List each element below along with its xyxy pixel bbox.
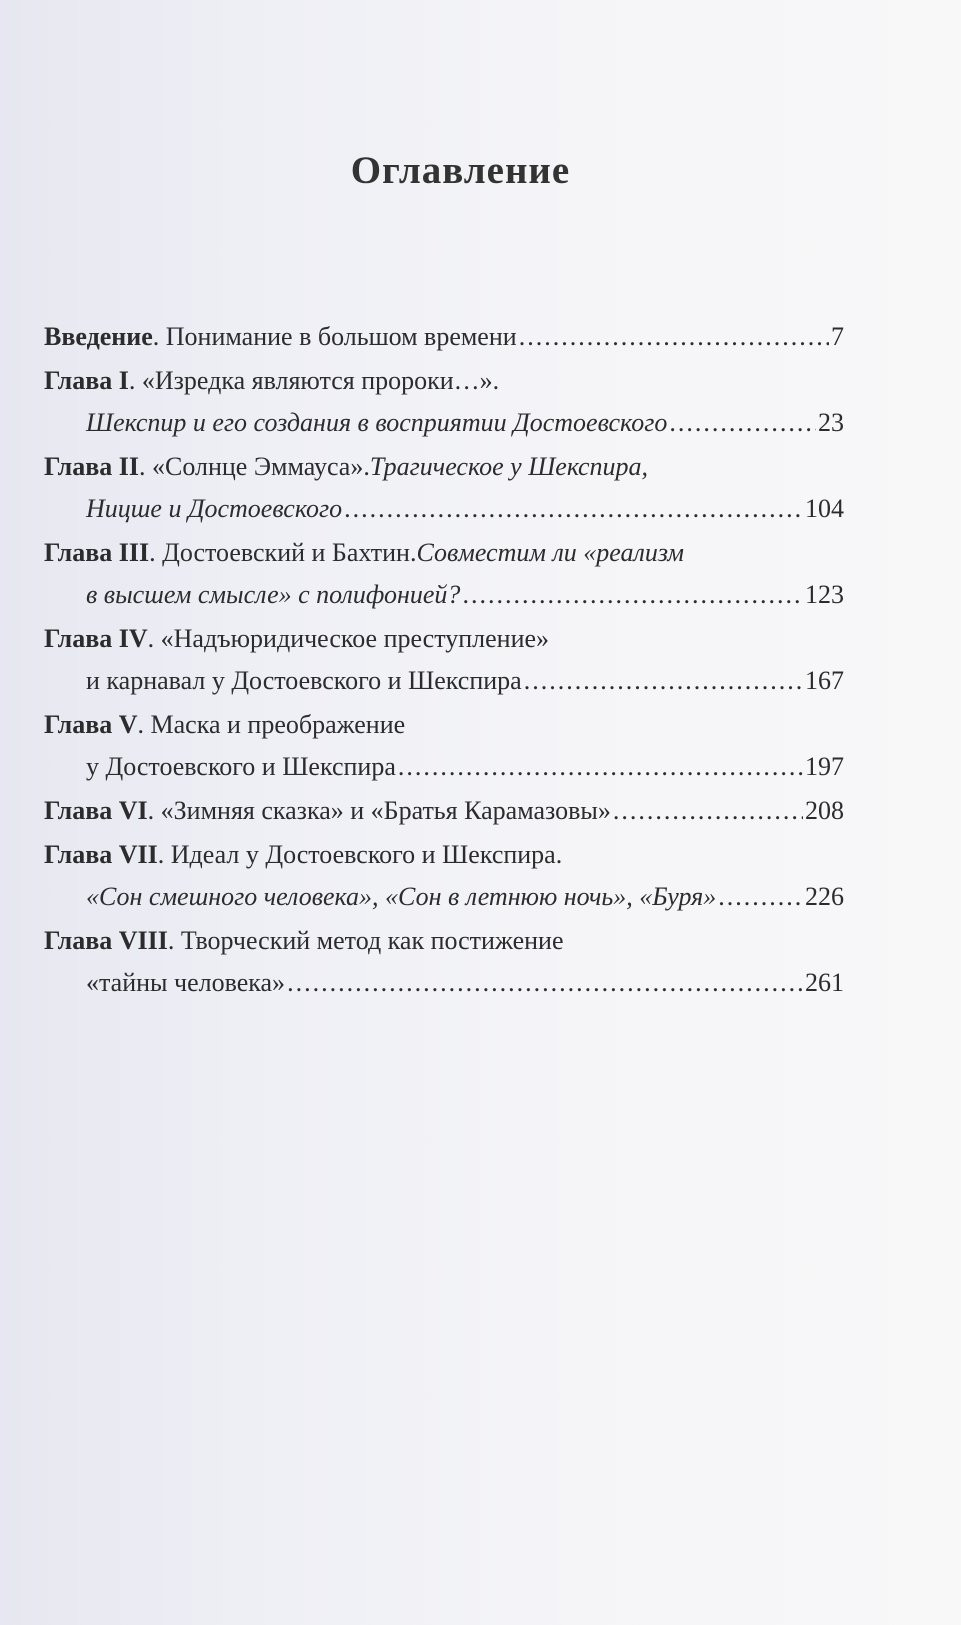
page-number: 7 bbox=[831, 322, 844, 351]
toc-line bbox=[44, 876, 844, 918]
toc-line bbox=[44, 360, 844, 402]
dot-leader bbox=[519, 316, 829, 358]
toc-entry-title: . «Изредка являются пророки…». bbox=[128, 366, 500, 395]
toc-entry-chapter-4[interactable] bbox=[44, 618, 844, 702]
toc-entry-title: . Идеал у Достоевского и Шекспира. bbox=[157, 840, 563, 869]
table-of-contents bbox=[44, 316, 844, 1004]
toc-entry-chapter-1[interactable] bbox=[44, 360, 844, 444]
dot-leader bbox=[462, 574, 803, 616]
toc-entry-subtitle: у Достоевского и Шекспира bbox=[86, 752, 396, 781]
dot-leader bbox=[718, 876, 803, 918]
toc-line bbox=[44, 574, 844, 616]
toc-entry-chapter-6[interactable] bbox=[44, 790, 844, 832]
toc-line bbox=[44, 618, 844, 660]
toc-entry-title: . «Зимняя сказка» и «Братья Карамазовы» bbox=[147, 796, 611, 825]
page-title: Оглавление bbox=[350, 149, 571, 192]
toc-entry-label: Введение bbox=[44, 322, 153, 351]
toc-line bbox=[44, 402, 844, 444]
page-number: 123 bbox=[805, 580, 844, 609]
toc-line bbox=[44, 962, 844, 1004]
toc-entry-label: Глава II bbox=[44, 452, 139, 481]
dot-leader bbox=[613, 790, 803, 832]
page-number: 23 bbox=[818, 408, 844, 437]
toc-line bbox=[44, 660, 844, 702]
toc-entry-title: . Творческий метод как постижение bbox=[167, 926, 564, 955]
toc-entry-subtitle: в высшем смысле» с полифонией? bbox=[86, 580, 461, 609]
dot-leader bbox=[344, 488, 803, 530]
toc-line bbox=[44, 488, 844, 530]
page-number: 104 bbox=[805, 494, 844, 523]
toc-entry-label: Глава IV bbox=[44, 624, 148, 653]
toc-line bbox=[44, 746, 844, 788]
toc-entry-title: . Достоевский и Бахтин. bbox=[149, 538, 417, 567]
toc-entry-title: . «Солнце Эммауса». bbox=[138, 452, 370, 481]
dot-leader bbox=[524, 660, 803, 702]
toc-entry-subtitle: «Сон смешного человека», «Сон в летнюю ночь», «Буря» bbox=[86, 882, 717, 911]
toc-entry-label: Глава V bbox=[44, 710, 138, 739]
page-number: 197 bbox=[805, 752, 844, 781]
dot-leader bbox=[398, 746, 803, 788]
toc-line bbox=[44, 316, 844, 358]
toc-entry-title: . «Надъюридическое преступление» bbox=[147, 624, 550, 653]
toc-entry-subtitle: Шекспир и его создания в восприятии Достоевского bbox=[86, 408, 668, 437]
page-number: 167 bbox=[805, 666, 844, 695]
toc-entry-intro[interactable] bbox=[44, 316, 844, 358]
dot-leader bbox=[287, 962, 803, 1004]
page-number: 226 bbox=[805, 882, 844, 911]
page-number: 261 bbox=[805, 968, 844, 997]
toc-entry-label: Глава VII bbox=[44, 840, 158, 869]
dot-leader bbox=[669, 402, 816, 444]
toc-entry-subtitle: Совместим ли «реализм bbox=[416, 538, 684, 567]
toc-entry-subtitle: и карнавал у Достоевского и Шекспира bbox=[86, 666, 522, 695]
toc-line bbox=[44, 532, 844, 574]
toc-entry-subtitle: Трагическое у Шекспира, bbox=[369, 452, 649, 481]
toc-entry-subtitle: Ницше и Достоевского bbox=[86, 494, 343, 523]
toc-entry-chapter-8[interactable] bbox=[44, 920, 844, 1004]
toc-entry-label: Глава III bbox=[44, 538, 150, 567]
toc-entry-chapter-5[interactable] bbox=[44, 704, 844, 788]
toc-entry-chapter-2[interactable] bbox=[44, 446, 844, 530]
toc-entry-label: Глава I bbox=[44, 366, 129, 395]
toc-line bbox=[44, 834, 844, 876]
toc-line bbox=[44, 704, 844, 746]
toc-entry-label: Глава VIII bbox=[44, 926, 168, 955]
toc-line bbox=[44, 920, 844, 962]
toc-line bbox=[44, 790, 844, 832]
toc-entry-title: . Маска и преображение bbox=[137, 710, 406, 739]
toc-entry-subtitle: «тайны человека» bbox=[86, 968, 286, 997]
toc-entry-title: . Понимание в большом времени bbox=[152, 322, 517, 351]
toc-entry-chapter-3[interactable] bbox=[44, 532, 844, 616]
page-number: 208 bbox=[805, 796, 844, 825]
toc-line bbox=[44, 446, 844, 488]
toc-entry-chapter-7[interactable] bbox=[44, 834, 844, 918]
toc-entry-label: Глава VI bbox=[44, 796, 148, 825]
